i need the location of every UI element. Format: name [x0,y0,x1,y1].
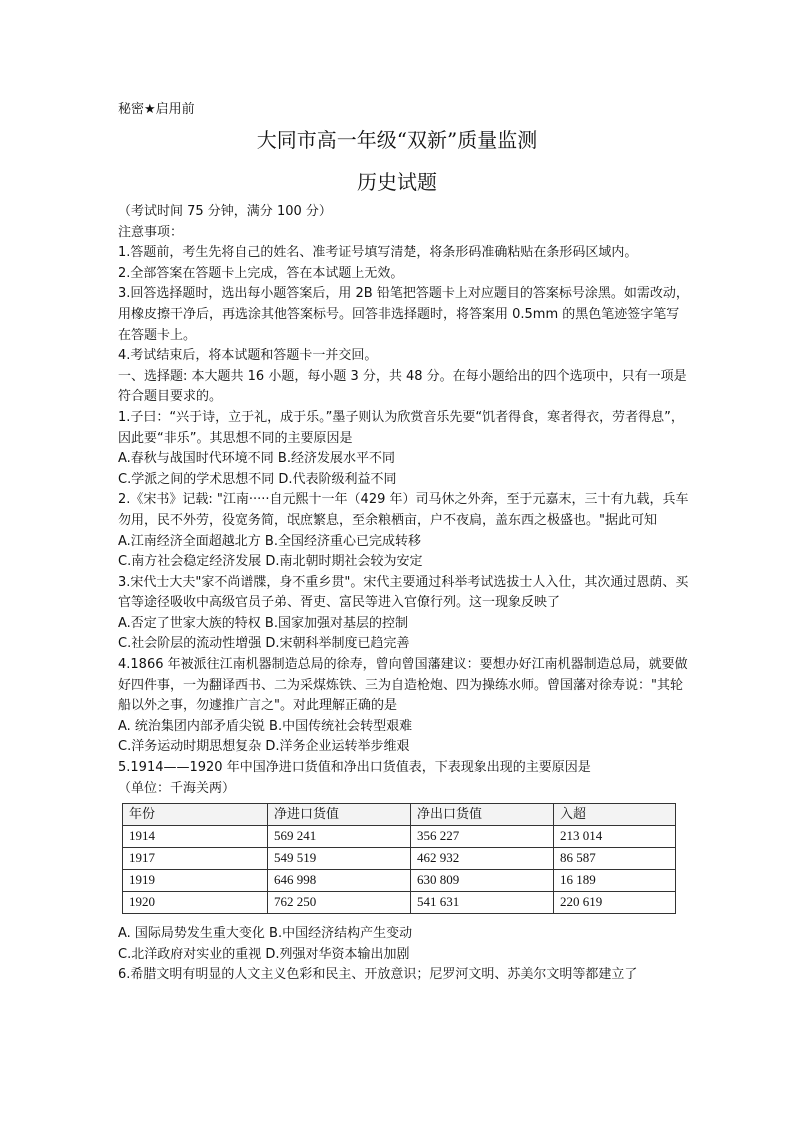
question-2-options-cd: C.南方社会稳定经济发展 D.南北朝时期社会较为安定 [118,554,423,570]
table-cell: 462 932 [411,848,554,870]
question-3-stem: 3.宋代士大夫"家不尚谱牒，身不重乡贯"。宋代主要通过科举考试选拔士人入仕，其次通过恩荫、买官等途径吸收中高级官员子弟、胥吏、富民等进入官僚行列。这一现象反映了 [118,574,689,611]
question-6-stem: 6.希腊文明有明显的人文主义色彩和民主、开放意识；尼罗河文明、苏美尔文明等都建立了 [118,967,638,983]
table-header-deficit: 入超 [554,804,676,826]
table-cell: 541 631 [411,892,554,914]
table-cell: 1919 [123,870,268,892]
table-cell: 762 250 [268,892,411,914]
table-row [123,870,676,892]
notice-heading: 注意事项： [118,224,184,240]
table-cell: 630 809 [411,870,554,892]
question-2-options-ab: A.江南经济全面超越北方 B.全国经济重心已完成转移 [118,533,421,549]
table-header-row [123,804,676,826]
table-header-year: 年份 [123,804,268,826]
table-header-exports: 净出口货值 [411,804,554,826]
table-cell: 16 189 [554,870,676,892]
question-3-options-ab: A.否定了世家大族的特权 B.国家加强对基层的控制 [118,615,408,631]
exam-title: 大同市高一年级“双新”质量监测 [256,128,538,152]
table-cell: 1917 [123,848,268,870]
table-cell: 86 587 [554,848,676,870]
question-4-options-ab: A. 统治集团内部矛盾尖锐 B.中国传统社会转型艰难 [118,718,413,734]
table-cell: 220 619 [554,892,676,914]
notice-item-4: 4.考试结束后，将本试题和答题卡一并交回。 [118,348,378,364]
question-1-options-cd: C.学派之间的学术思想不同 D.代表阶级利益不同 [118,471,397,487]
question-4-stem: 4.1866 年被派往江南机器制造总局的徐寿，曾向曾国藩建议：要想办好江南机器制造总局，就要做好四件事，一为翻译西书、二为采煤炼铁、三为自造枪炮、四为操练水师。曾国藩对徐寿说："其轮船以外之事，勿遽推广言之"。对此理解正确的是 [118,657,688,714]
notice-item-3: 3.回答选择题时，选出每小题答案后，用 2B 铅笔把答题卡上对应题目的答案标号涂黑。如需改动，用橡皮擦干净后，再选涂其他答案标号。回答非选择题时，将答案用 0.5mm 的黑色笔迹签字笔写在答题卡上。 [118,286,689,343]
question-4-options-cd: C.洋务运动时期思想复杂 D.洋务企业运转举步维艰 [118,739,410,755]
question-5-options-cd: C.北洋政府对实业的重视 D.列强对华资本输出加剧 [118,946,410,962]
table-row [123,848,676,870]
table-cell: 1920 [123,892,268,914]
notice-item-2: 2.全部答案在答题卡上完成，答在本试题上无效。 [118,265,404,281]
table-cell: 569 241 [268,826,411,848]
question-1-options-ab: A.春秋与战国时代环境不同 B.经济发展水平不同 [118,451,395,467]
trade-value-table [122,803,676,914]
question-5-stem: 5.1914——1920 年中国净进口货值和净出口货值表，下表现象出现的主要原因是 [118,760,591,776]
exam-body [118,202,692,986]
table-cell: 356 227 [411,826,554,848]
table-cell: 549 519 [268,848,411,870]
subject-title: 历史试题 [357,170,437,194]
table-row [123,826,676,848]
notice-item-1: 1.答题前，考生先将自己的姓名、准考证号填写清楚，将条形码准确粘贴在条形码区域内。 [118,245,638,261]
table-cell: 646 998 [268,870,411,892]
question-1-stem: 1.子曰：“兴于诗，立于礼，成于乐。”墨子则认为欣赏音乐先要“饥者得食，寒者得衣，劳者得息”，因此要“非乐”。其思想不同的主要原因是 [118,409,684,446]
exam-info: （考试时间 75 分钟，满分 100 分） [118,204,332,219]
section-heading: 一、选择题: 本大题共 16 小题，每小题 3 分，共 48 分。在每小题给出的四个选项中，只有一项是符合题目要求的。 [118,368,687,405]
question-2-stem: 2.《宋书》记载: "江南·····自元熙十一年（429 年）司马休之外奔，至于元嘉末，三十有九载，兵车勿用，民不外劳，役宽务简，氓庶繁息，至余粮栖亩，户不夜扃，盖东西之极盛也。"据此可知 [118,492,689,528]
table-header-imports: 净进口货值 [268,804,411,826]
question-3-options-cd: C.社会阶层的流动性增强 D.宋朝科举制度已趋完善 [118,636,410,652]
table-cell: 1914 [123,826,268,848]
table-cell: 213 014 [554,826,676,848]
question-5-unit: （单位：千海关两） [118,780,236,796]
secret-label: 秘密★启用前 [118,102,195,117]
table-row [123,892,676,914]
question-5-options-ab: A. 国际局势发生重大变化 B.中国经济结构产生变动 [118,926,413,942]
